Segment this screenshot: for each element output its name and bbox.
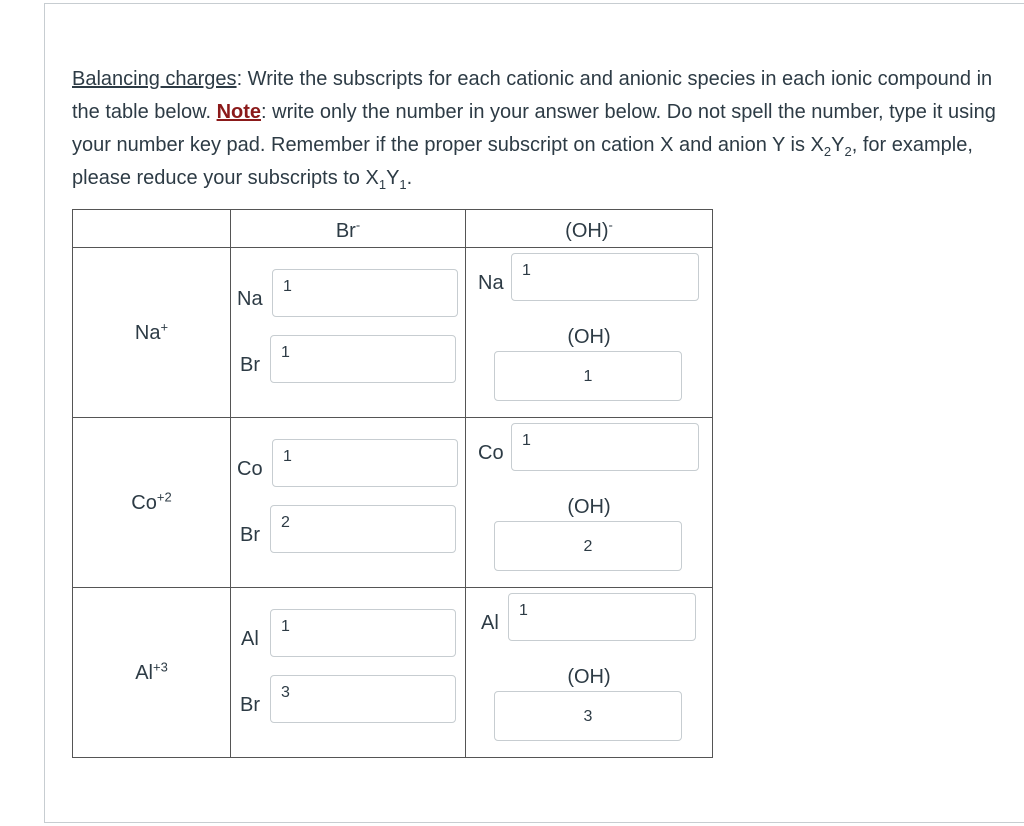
cation-subscript-input[interactable]: 1 <box>511 253 699 301</box>
note-label: Note <box>216 101 262 123</box>
anion-symbol: (OH) <box>567 496 611 518</box>
question-lead: Balancing charges <box>72 68 237 90</box>
table-row <box>73 248 713 418</box>
br-compound-cell <box>231 248 466 418</box>
header-anion-oh: (OH)- <box>466 210 713 248</box>
anion-symbol: Br <box>240 524 260 546</box>
cation-label: $Al^{+3}$ <box>135 659 168 684</box>
table-header-row <box>73 210 713 248</box>
anion-subscript-input[interactable]: 2 <box>494 521 682 571</box>
cation-cell <box>73 588 231 758</box>
anion-symbol: (OH) <box>567 666 611 688</box>
cation-subscript-input[interactable]: 1 <box>272 269 458 317</box>
cation-label: $Co^{+2}$ <box>131 489 172 514</box>
header-empty-cell <box>73 210 231 248</box>
cation-symbol: Na <box>478 272 504 294</box>
anion-symbol: Br <box>240 694 260 716</box>
anion-subscript-input[interactable]: 1 <box>494 351 682 401</box>
header-anion-br: Br- <box>231 210 466 248</box>
question-text: Balancing charges: Write the subscripts for each cationic and anionic species in each ionic compound in the table below. Note: write only the number in your answer below. Do not spell the number, type it using your number key pad. Remember if the proper subscript on cation X and anion Y is $X_2Y_2$, for example, please reduce your subscripts to $X_1Y_1$. <box>72 68 996 192</box>
cation-symbol: Al <box>241 628 259 650</box>
anion-subscript-input[interactable]: 2 <box>270 505 456 553</box>
table-row <box>73 418 713 588</box>
br-compound-cell <box>231 588 466 758</box>
ionic-compound-table <box>72 209 713 758</box>
anion-symbol: Br <box>240 354 260 376</box>
cation-symbol: Al <box>481 612 499 634</box>
cation-subscript-input[interactable]: 1 <box>270 609 456 657</box>
cation-subscript-input[interactable]: 1 <box>508 593 696 641</box>
anion-symbol: (OH) <box>567 326 611 348</box>
br-compound-cell <box>231 418 466 588</box>
cation-subscript-input[interactable]: 1 <box>511 423 699 471</box>
table-row <box>73 588 713 758</box>
cation-symbol: Co <box>237 458 263 480</box>
oh-compound-cell <box>466 248 713 418</box>
cation-cell <box>73 418 231 588</box>
anion-subscript-input[interactable]: 3 <box>494 691 682 741</box>
cation-cell <box>73 248 231 418</box>
anion-subscript-input[interactable]: 3 <box>270 675 456 723</box>
anion-subscript-input[interactable]: 1 <box>270 335 456 383</box>
cation-subscript-input[interactable]: 1 <box>272 439 458 487</box>
cation-symbol: Na <box>237 288 263 310</box>
cation-symbol: Co <box>478 442 504 464</box>
oh-compound-cell <box>466 588 713 758</box>
cation-label: Na+ <box>134 319 169 344</box>
oh-compound-cell <box>466 418 713 588</box>
